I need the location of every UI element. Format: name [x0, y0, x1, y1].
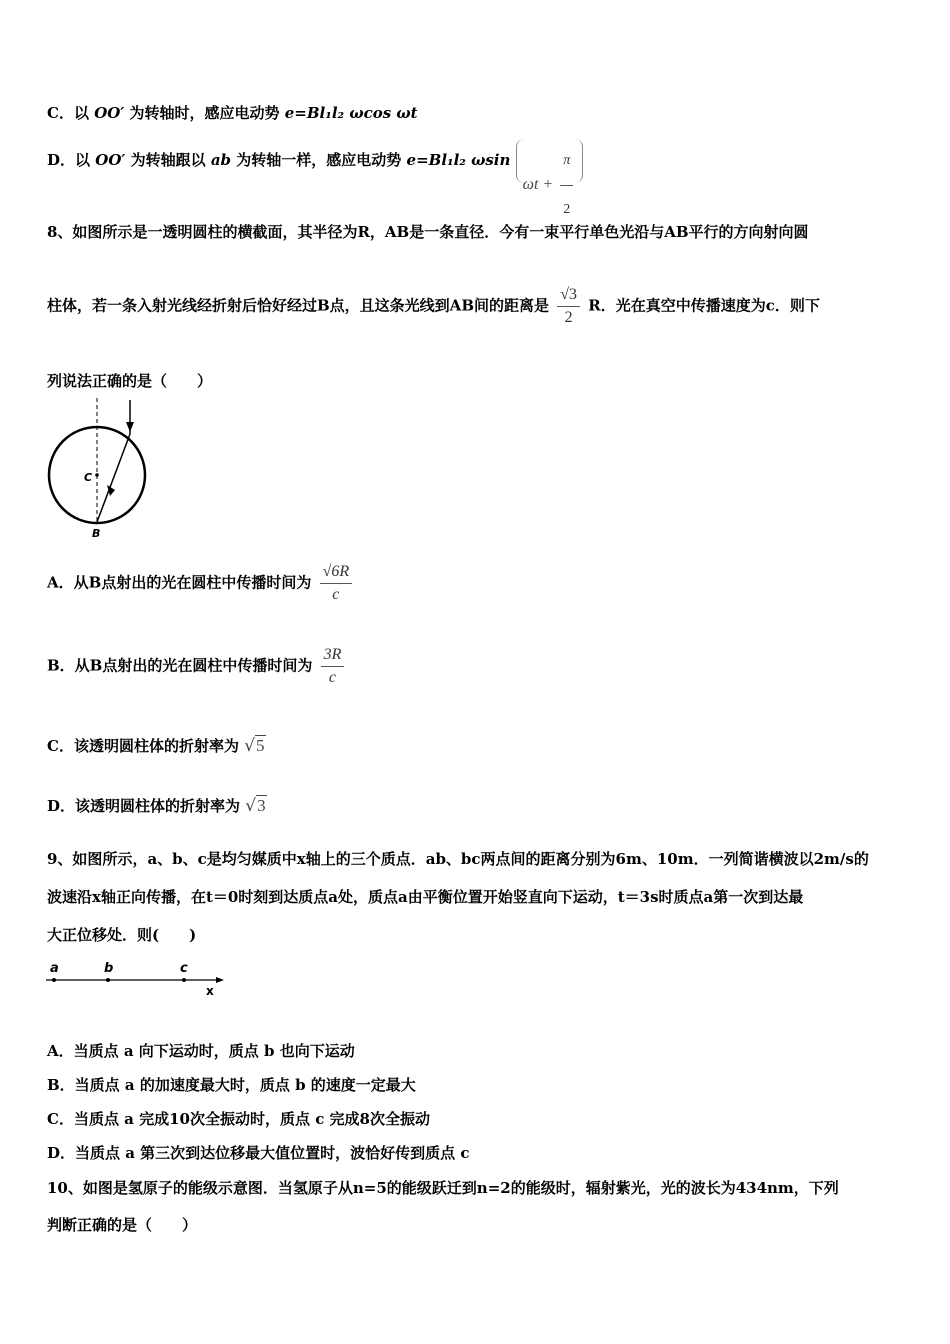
- stem-text: R．光在真空中传播速度为c．则下: [588, 296, 820, 315]
- q8-option-d[interactable]: [47, 795, 267, 816]
- axis-symbol: OO′: [95, 151, 126, 169]
- incident-arrowhead: [126, 422, 134, 432]
- label-x: x: [206, 984, 214, 998]
- emf-formula: e=Bl₁l₂ ωsin: [406, 151, 511, 169]
- frac-den: c: [328, 669, 337, 686]
- stem-text: 柱体，若一条入射光线经折射后恰好经过B点，且这条光线到AB间的距离是: [47, 296, 549, 315]
- sqrt-expression: √5: [244, 736, 265, 756]
- label-b: b: [104, 961, 114, 976]
- frac-num: 3R: [321, 646, 345, 667]
- point-b: [106, 978, 110, 982]
- option-text: D．该透明圆柱体的折射率为: [47, 797, 241, 815]
- radicand: 5: [256, 736, 265, 755]
- q8-stem-line1: 8、如图所示是一透明圆柱的横截面，其半径为R，AB是一条直径．今有一束平行单色光沿与AB平行的方向射向圆: [47, 223, 809, 241]
- point-c: [182, 978, 186, 982]
- axis-symbol: ab: [210, 151, 232, 169]
- option-text: B．从B点射出的光在圆柱中传播时间为: [47, 656, 313, 675]
- frac-num: √3: [557, 286, 580, 307]
- option-label: D．以: [47, 151, 91, 169]
- q8-option-a[interactable]: [47, 563, 355, 604]
- q8-option-b[interactable]: [47, 646, 347, 687]
- sine-argument: [516, 139, 584, 217]
- point-b-label: B: [92, 527, 101, 540]
- time-fraction: [321, 646, 345, 687]
- q8-option-c[interactable]: [47, 735, 266, 756]
- q10-stem-line1: 10、如图是氢原子的能级示意图．当氢原子从n=5的能级跃迁到n=2的能级时，辐射紫光，光的波长为434nm，下列: [47, 1179, 839, 1197]
- frac-num: √6R: [320, 563, 353, 584]
- distance-fraction: [557, 286, 580, 327]
- label-a: a: [50, 961, 59, 976]
- cylinder-cross-section-figure: [40, 398, 155, 540]
- label-c: c: [180, 961, 188, 976]
- q8-stem-line3: 列说法正确的是（ ）: [47, 372, 213, 390]
- q9-option-b[interactable]: B．当质点 a 的加速度最大时，质点 b 的速度一定最大: [47, 1076, 416, 1094]
- option-text: 为转轴时，感应电动势: [129, 104, 280, 122]
- frac-num: π: [560, 139, 573, 186]
- option-text: 为转轴跟以: [130, 151, 206, 169]
- q10-stem-line2: 判断正确的是（ ）: [47, 1216, 198, 1234]
- q9-stem-line2: 波速沿x轴正向传播，在t＝0时刻到达质点a处，质点a由平衡位置开始竖直向下运动，t＝3s时质点a第一次到达最: [47, 888, 804, 906]
- q9-option-d[interactable]: D．当质点 a 第三次到达位移最大值位置时，波恰好传到质点 c: [47, 1144, 470, 1162]
- center-label: C: [84, 471, 93, 484]
- time-fraction: [320, 563, 353, 604]
- refracted-ray: [97, 434, 130, 522]
- center-point: [95, 473, 99, 477]
- sqrt-expression: √3: [245, 796, 266, 816]
- q9-stem-line1: 9、如图所示，a、b、c是均匀媒质中x轴上的三个质点．ab、bc两点间的距离分别为6m、10m．一列简谐横波以2m/s的: [47, 850, 869, 868]
- frac-den: c: [332, 586, 340, 603]
- q8-stem-line2: [47, 286, 820, 327]
- emf-formula: e=Bl₁l₂ ωcos ωt: [284, 104, 418, 122]
- radicand: 3: [257, 796, 266, 815]
- pi-over-two: [560, 139, 573, 232]
- q7-option-d[interactable]: [47, 139, 583, 217]
- x-axis-arrowhead: [216, 977, 224, 983]
- q9-option-c[interactable]: C．当质点 a 完成10次全振动时，质点 c 完成8次全振动: [47, 1110, 430, 1128]
- q7-option-c[interactable]: [47, 102, 418, 123]
- axis-symbol: OO′: [94, 104, 125, 122]
- q9-option-a[interactable]: A．当质点 a 向下运动时，质点 b 也向下运动: [47, 1042, 355, 1060]
- q9-stem-line3: 大正位移处．则( ): [47, 926, 197, 944]
- frac-den: 2: [563, 202, 571, 217]
- x-axis-points-figure: [44, 958, 224, 998]
- sine-arg-left: ωt +: [522, 176, 554, 194]
- option-text: 为转轴一样，感应电动势: [236, 151, 402, 169]
- option-label: C．以: [47, 104, 89, 122]
- frac-den: 2: [564, 309, 573, 326]
- option-text: A．从B点射出的光在圆柱中传播时间为: [47, 573, 312, 592]
- point-a: [52, 978, 56, 982]
- option-text: C．该透明圆柱体的折射率为: [47, 737, 239, 755]
